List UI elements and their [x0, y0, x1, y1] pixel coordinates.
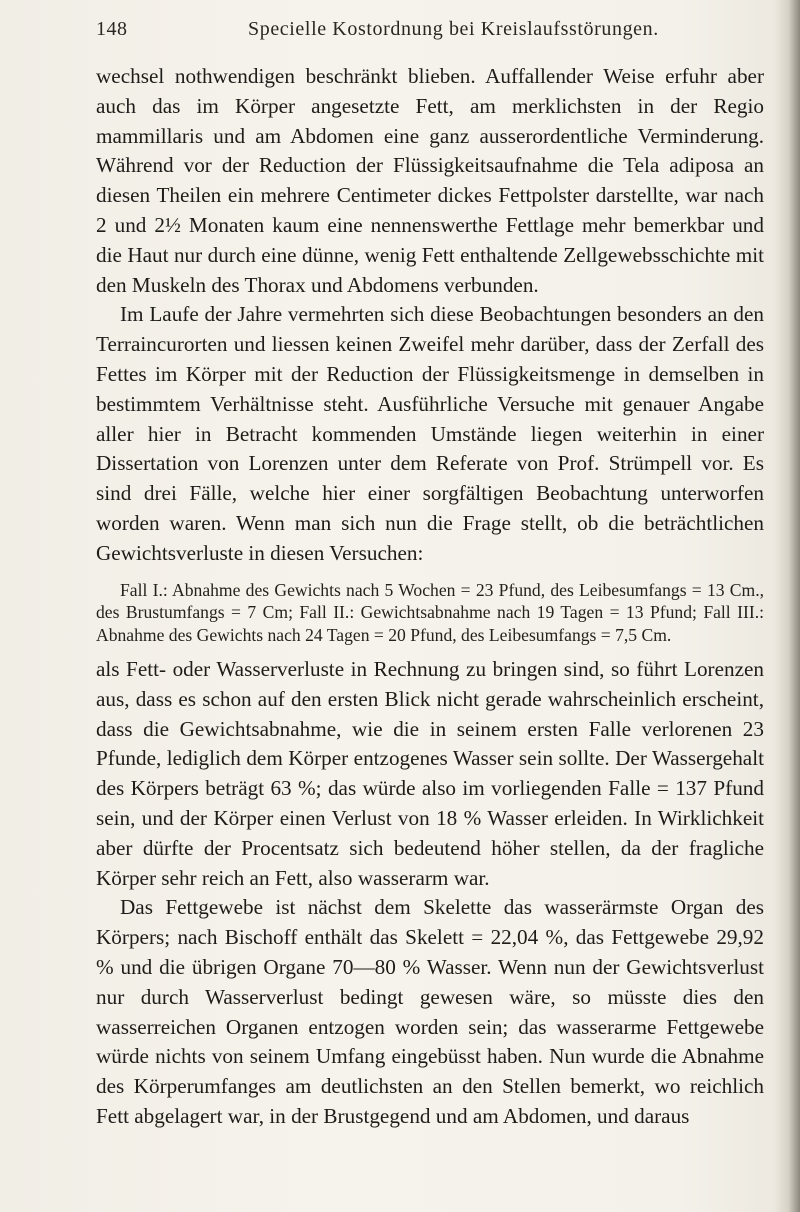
page-edge-shadow [774, 0, 800, 1212]
running-head [96, 16, 766, 46]
paragraph-4: Das Fettgewebe ist nächst dem Skelette das wasserärmste Organ des Körpers; nach Bischoff enthält das Skelett = 22,04 %, das Fettgewebe 29,92 % und die übrigen Organe 70—80 % Wasser. Wenn nun der Gewichtsverlust nur durch Wasserverlust bedingt gewesen wäre, so müsste dies den wasserreichen Organen entzogen worden sein; das wasserarme Fettgewebe würde nichts von seinem Umfang eingebüsst haben. Nun wurde die Abnahme des Körperumfanges am deutlichsten an den Stellen bemerkt, wo reichlich Fett abgelagert war, in der Brustgegend und am Abdomen, und daraus [96, 895, 764, 1128]
body-text [96, 62, 764, 1132]
running-title: Specielle Kostordnung bei Kreislaufsstörungen. [248, 18, 659, 40]
case-summary-block: Fall I.: Abnahme des Gewichts nach 5 Wochen = 23 Pfund, des Leibesumfangs = 13 Cm., des Brustumfangs = 7 Cm; Fall II.: Gewichtsabnahme nach 19 Tagen = 13 Pfund; Fall III.: Abnahme des Gewichts nach 24 Tagen = 20 Pfund, des Leibesumfangs = 7,5 Cm. [96, 579, 764, 646]
paragraph-3: als Fett- oder Wasserverluste in Rechnung zu bringen sind, so führt Lorenzen aus, dass es schon auf den ersten Blick nicht gerade wahrscheinlich erscheint, dass die Gewichtsabnahme, wie die in seinem ersten Falle verlorenen 23 Pfunde, lediglich dem Körper entzogenes Wasser sein sollte. Der Wassergehalt des Körpers beträgt 63 %; das würde also im vorliegenden Falle = 137 Pfund sein, und der Körper einen Verlust von 18 % Wasser erleiden. In Wirklichkeit aber dürfte der Procentsatz sich bedeutend höher stellen, da der fragliche Körper sehr reich an Fett, also wasserarm war. [96, 656, 764, 890]
page-number: 148 [96, 18, 128, 40]
paragraph-2: Im Laufe der Jahre vermehrten sich diese Beobachtungen besonders an den Terraincurorten und liessen keinen Zweifel mehr darüber, dass der Zerfall des Fettes im Körper mit der Reduction der Flüssigkeitsmenge in demselben in bestimmtem Verhältnisse steht. Ausführliche Versuche mit genauer Angabe aller hier in Betracht kommenden Umstände liegen weiterhin in einer Dissertation von Lorenzen unter dem Referate von Prof. Strümpell vor. Es sind drei Fälle, welche hier einer sorgfältigen Beobachtung unterworfen worden waren. Wenn man sich nun die Frage stellt, ob die beträchtlichen Gewichtsverluste in diesen Versuchen: [96, 302, 764, 565]
paragraph-1: wechsel nothwendigen beschränkt blieben. Auffallender Weise erfuhr aber auch das im Körper angesetzte Fett, am merklichsten in der Regio mammillaris und am Abdomen eine ganz ausserordentliche Verminderung. Während vor der Reduction der Flüssigkeitsaufnahme die Tela adiposa an diesen Theilen ein mehrere Centimeter dickes Fettpolster darstellte, war nach 2 und 2½ Monaten kaum eine nennenswerthe Fettlage mehr bemerkbar und die Haut nur durch eine dünne, wenig Fett enthaltende Zellgewebsschichte mit den Muskeln des Thorax und Abdomens verbunden. [96, 64, 764, 297]
